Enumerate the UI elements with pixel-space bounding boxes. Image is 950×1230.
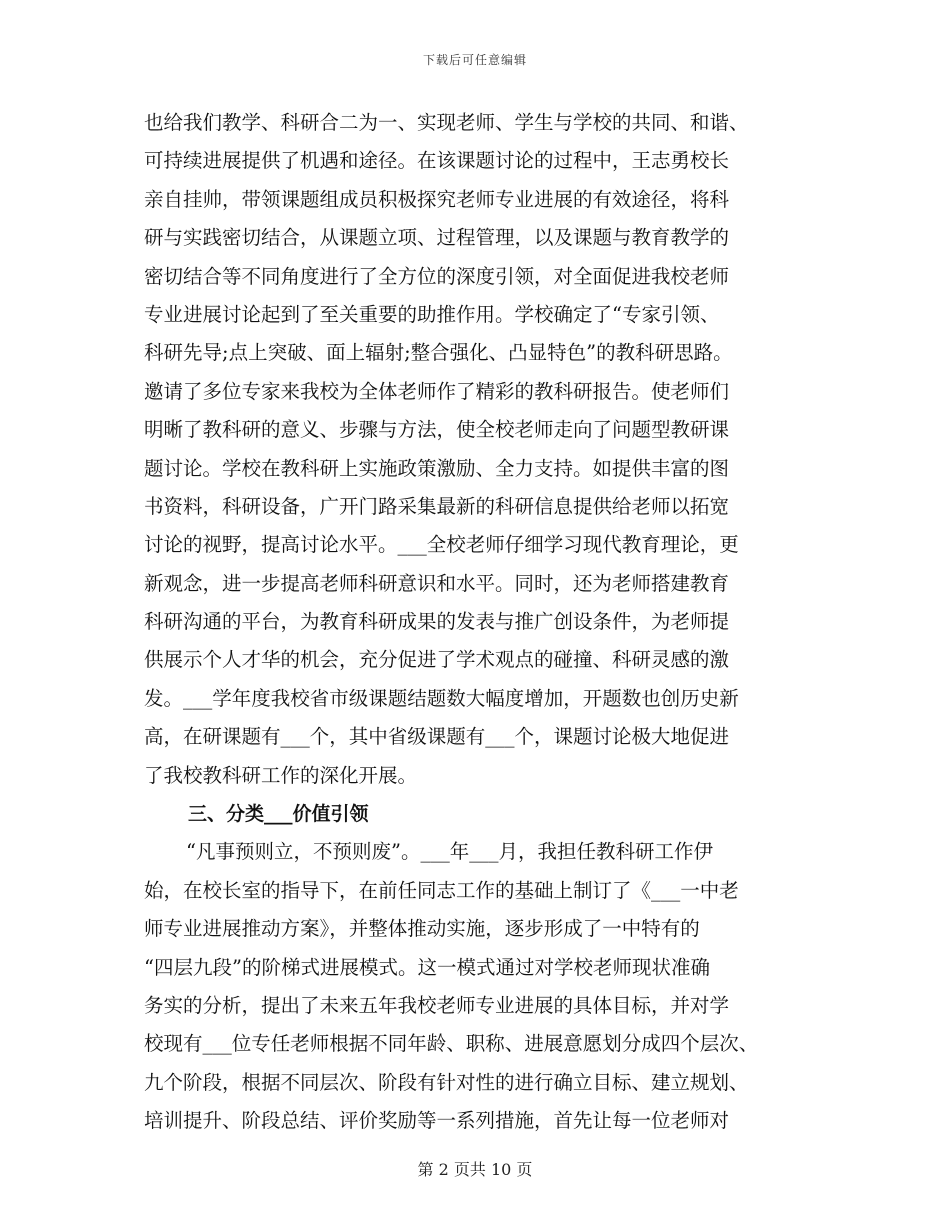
document-body <box>144 104 824 1141</box>
text-line: 高，在研课题有___个，其中省级课题有___个，课题讨论极大地促进 <box>144 725 730 749</box>
text-line: 供展示个人才华的机会，充分促进了学术观点的碰撞、科研灵感的激 <box>144 648 730 672</box>
text-line: 师专业进展推动方案》，并整体推动实施，逐步形成了一中特有的 <box>144 917 700 941</box>
text-line: 研与实践密切结合，从课题立项、过程管理，以及课题与教育教学的 <box>144 226 730 250</box>
text-line: 可持续进展提供了机遇和途径。在该课题讨论的过程中，王志勇校长 <box>144 149 730 173</box>
text-line: 讨论的视野，提高讨论水平。___全校老师仔细学习现代教育理论，更 <box>144 533 739 557</box>
text-line: 书资料，科研设备，广开门路采集最新的科研信息提供给老师以拓宽 <box>144 494 730 518</box>
text-line: 发。___学年度我校省市级课题结题数大幅度增加，开题数也创历史新 <box>144 686 739 710</box>
text-line: “四层九段”的阶梯式进展模式。这一模式通过对学校老师现状准确 <box>144 955 710 979</box>
text-line: 校现有___位专任老师根据不同年龄、职称、进展意愿划分成四个层次、 <box>144 1032 759 1056</box>
text-line: 邀请了多位专家来我校为全体老师作了精彩的教科研报告。使老师们 <box>144 379 730 403</box>
text-line: 专业进展讨论起到了至关重要的助推作用。学校确定了“专家引领、 <box>144 302 720 326</box>
page-footer: 第 2 页共 10 页 <box>417 1160 533 1179</box>
text-line: 科研沟通的平台，为教育科研成果的发表与推广创设条件，为老师提 <box>144 610 730 634</box>
text-line: 亲自挂帅，带领课题组成员积极探究老师专业进展的有效途径，将科 <box>144 187 730 211</box>
page-header: 下载后可任意编辑 <box>422 53 527 67</box>
text-line: 科研先导;点上突破、面上辐射;整合强化、凸显特色”的教科研思路。 <box>144 341 733 365</box>
text-line: 九个阶段，根据不同层次、阶段有针对性的进行确立目标、建立规划、 <box>144 1070 749 1094</box>
text-line: 培训提升、阶段总结、评价奖励等一系列措施，首先让每一位老师对 <box>144 1109 730 1133</box>
text-line: 务实的分析，提出了未来五年我校老师专业进展的具体目标，并对学 <box>144 993 730 1017</box>
text-line: 题讨论。学校在教科研上实施政策激励、全力支持。如提供丰富的图 <box>144 456 730 480</box>
text-line: 也给我们教学、科研合二为一、实现老师、学生与学校的共同、和谐、 <box>144 111 749 134</box>
text-line: 明晰了教科研的意义、步骤与方法，使全校老师走向了问题型教研课 <box>144 418 730 442</box>
text-line: 新观念，进一步提高老师科研意识和水平。同时，还为老师搭建教育 <box>144 571 730 595</box>
text-line: 了我校教科研工作的深化开展。 <box>144 763 418 787</box>
section-heading: 三、分类___价值引领 <box>188 803 369 826</box>
text-line: 始，在校长室的指导下，在前任同志工作的基础上制订了《___一中老 <box>144 878 739 902</box>
text-line: 密切结合等不同角度进行了全方位的深度引领，对全面促进我校老师 <box>144 264 730 288</box>
text-line: “凡事预则立，不预则废”。___年___月，我担任教科研工作伊 <box>186 840 713 864</box>
